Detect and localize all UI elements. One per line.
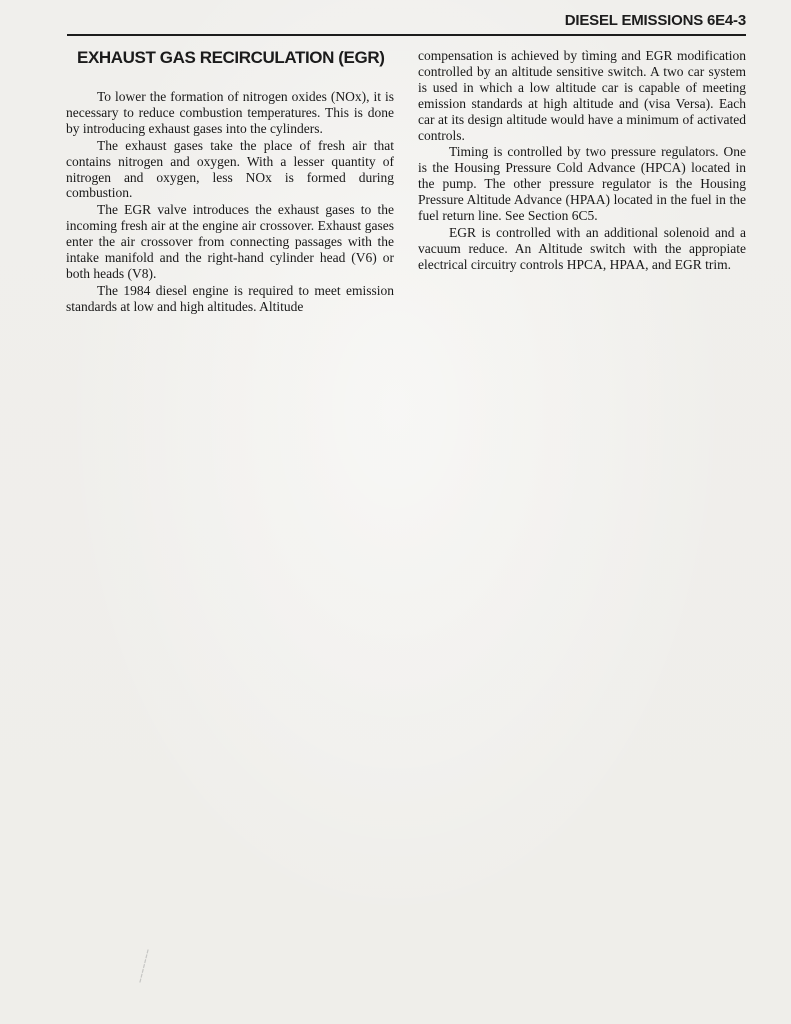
paragraph: The exhaust gases take the place of fresh air that contains nitrogen and oxygen. With a lesser quantity of nitrogen and oxygen, less NOx is formed during combustion. xyxy=(66,137,394,201)
header-rule xyxy=(67,34,746,36)
page-header-section-label: DIESEL EMISSIONS 6E4-3 xyxy=(564,12,746,29)
paragraph: Timing is controlled by two pressure regulators. One is the Housing Pressure Cold Advance (HPCA) located in the pump. The other pressure regulator is the Housing Pressure Altitude Advance (HPAA) located in the fuel in the fuel return line. See Section 6C5. xyxy=(418,144,746,224)
paragraph: The 1984 diesel engine is required to meet emission standards at low and high altitudes. Altitude xyxy=(66,282,394,314)
pencil-mark xyxy=(134,946,154,986)
two-column-text-block xyxy=(66,48,746,316)
paragraph: To lower the formation of nitrogen oxides (NOx), it is necessary to reduce combustion temperatures. This is done by introducing exhaust gases into the cylinders. xyxy=(66,89,394,136)
article-title: EXHAUST GAS RECIRCULATION (EGR) xyxy=(77,48,385,67)
paragraph: The EGR valve introduces the exhaust gases to the incoming fresh air at the engine air crossover. Exhaust gases enter the air crossover from connecting passages with the intake manifold and the right-hand cylinder head (V6) or both heads (V8). xyxy=(66,202,394,281)
right-column xyxy=(418,48,746,316)
left-column xyxy=(66,48,394,316)
paragraph: EGR is controlled with an additional solenoid and a vacuum reduce. An Altitude switch with the appropiate electrical circuitry controls HPCA, HPAA, and EGR trim. xyxy=(418,224,746,272)
paragraph-continuation: compensation is achieved by tìming and EGR modification controlled by an altitude sensitive switch. A two car system is used in which a low altitude car is capable of meeting emission standards at high altitude and (visa Versa). Each car at its design altitude would have a minimum of activated controls. xyxy=(418,48,746,143)
